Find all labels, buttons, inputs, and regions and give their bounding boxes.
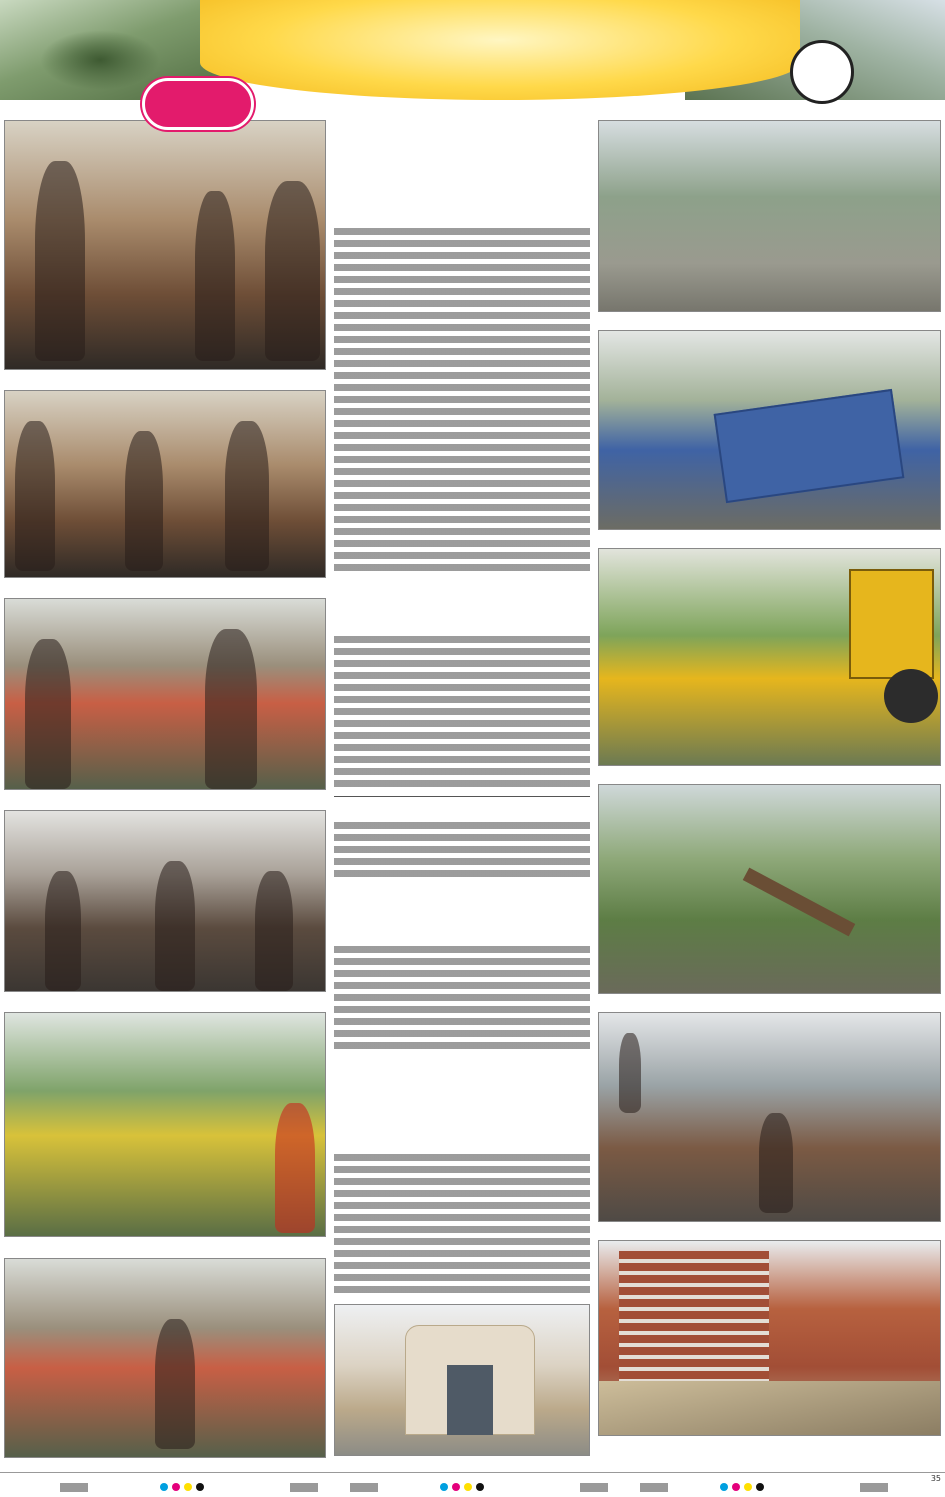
footer-page-ref: 35	[930, 1474, 941, 1483]
caption-right-6-credit	[820, 1440, 941, 1452]
caption-left-2	[4, 580, 326, 592]
color-dot-black	[756, 1483, 764, 1491]
photo-left-4	[4, 810, 326, 992]
color-dot-cyan	[440, 1483, 448, 1491]
caption-right-5	[598, 1224, 941, 1236]
second-byline	[334, 620, 590, 632]
color-dot-yellow	[184, 1483, 192, 1491]
photo-right-2	[598, 330, 941, 530]
photo-left-1	[4, 120, 326, 370]
caption-left-3	[4, 792, 326, 804]
registration-bar	[860, 1483, 888, 1492]
masthead	[0, 0, 945, 110]
photo-left-3	[4, 598, 326, 790]
nialy-headline	[334, 886, 590, 926]
registration-bar	[290, 1483, 318, 1492]
newspaper-logo	[6, 4, 76, 36]
color-dot-black	[476, 1483, 484, 1491]
second-headline	[334, 580, 590, 616]
nialy-body-lines	[334, 946, 590, 1050]
photo-right-1	[598, 120, 941, 312]
generator-body-lines	[334, 822, 590, 882]
page-number	[790, 40, 854, 104]
caption-right-4	[598, 996, 941, 1008]
registration-bar	[580, 1483, 608, 1492]
generator-subhead	[334, 800, 590, 818]
photo-left-2	[4, 390, 326, 578]
caption-left-4	[4, 994, 326, 1006]
caption-left-1	[4, 372, 326, 384]
photo-center-cinema	[334, 1304, 590, 1456]
page-title	[220, 8, 780, 78]
main-body-lines	[334, 228, 590, 574]
photo-right-5	[598, 1012, 941, 1222]
caption-left-5	[4, 1239, 326, 1251]
caption-left-6	[4, 1460, 326, 1472]
divider-1	[334, 796, 590, 797]
second-body-lines	[334, 636, 590, 790]
registration-bar	[350, 1483, 378, 1492]
color-dot-yellow	[744, 1483, 752, 1491]
color-dot-black	[196, 1483, 204, 1491]
main-headline	[334, 118, 590, 210]
photo-right-4	[598, 784, 941, 994]
section-badge	[142, 78, 254, 130]
electric-body-lines	[334, 1154, 590, 1296]
registration-bar	[640, 1483, 668, 1492]
photo-left-5	[4, 1012, 326, 1237]
photo-left-6	[4, 1258, 326, 1458]
photo-right-3	[598, 548, 941, 766]
color-dot-cyan	[160, 1483, 168, 1491]
color-dot-magenta	[732, 1483, 740, 1491]
caption-right-3	[598, 768, 941, 780]
main-byline	[334, 212, 590, 224]
color-dot-magenta	[172, 1483, 180, 1491]
electric-byline	[334, 1138, 590, 1150]
caption-right-1	[598, 314, 941, 326]
electric-headline	[334, 1060, 590, 1136]
color-dot-magenta	[452, 1483, 460, 1491]
caption-right-2	[598, 532, 941, 544]
photo-right-6	[598, 1240, 941, 1436]
dateline	[300, 80, 700, 96]
nialy-byline	[334, 930, 590, 942]
caption-right-6	[598, 1440, 818, 1452]
footer	[0, 1472, 945, 1497]
color-dot-cyan	[720, 1483, 728, 1491]
color-dot-yellow	[464, 1483, 472, 1491]
registration-bar	[60, 1483, 88, 1492]
